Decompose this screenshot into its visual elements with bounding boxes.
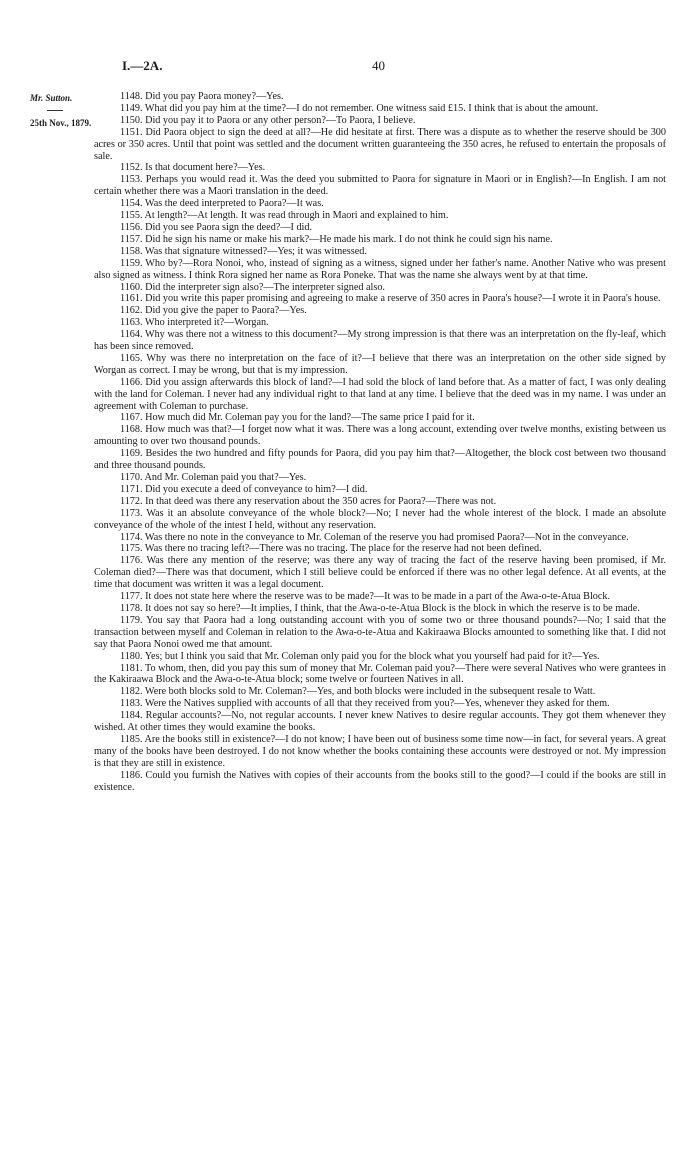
margin-rule: [47, 110, 63, 111]
testimony-paragraph: 1181. To whom, then, did you pay this sum of money that Mr. Coleman paid you?—There were several Natives who were grantees in the Kakiraawa Block and the Awa-o-te-Atua block; some twelve or fourteen Natives in all.: [94, 662, 666, 686]
testimony-paragraph: 1185. Are the books still in existence?—I do not know; I have been out of business some time now—in fact, for several years. A great many of the books have been destroyed. I do not know whether the books containing these accounts were destroyed or not. My impression is that they are still in existence.: [94, 733, 666, 769]
testimony-paragraph: 1150. Did you pay it to Paora or any other person?—To Paora, I believe.: [120, 114, 416, 126]
margin-date: 25th Nov., 1879.: [30, 118, 92, 128]
testimony-paragraph: 1157. Did he sign his name or make his mark?—He made his mark. I do not think he could sign his name.: [120, 233, 553, 245]
testimony-paragraph: 1161. Did you write this paper promising and agreeing to make a reserve of 350 acres in Paora's house?—I wrote it in Paora's house.: [120, 293, 661, 305]
testimony-paragraph: 1156. Did you see Paora sign the deed?—I did.: [120, 221, 313, 233]
testimony-paragraph: 1175. Was there no tracing left?—There was no tracing. The place for the reserve had not been defined.: [120, 543, 542, 555]
testimony-paragraph: 1152. Is that document here?—Yes.: [120, 162, 266, 174]
testimony-paragraph: 1159. Who by?—Rora Nonoi, who, instead of signing as a witness, signed under her father's name. Another Native who was present also signed as witness. I think Rora signed her name as Rora Poneke. That was the name she always went by at that time.: [94, 257, 666, 281]
testimony-paragraph: 1172. In that deed was there any reservation about the 350 acres for Paora?—There was not.: [120, 495, 497, 507]
testimony-paragraph: 1171. Did you execute a deed of conveyance to him?—I did.: [120, 483, 368, 495]
testimony-paragraph: 1162. Did you give the paper to Paora?—Yes.: [120, 305, 307, 317]
testimony-paragraph: 1148. Did you pay Paora money?—Yes.: [120, 91, 284, 102]
testimony-paragraph: 1177. It does not state here where the reserve was to be made?—It was to be made in a part of the Awa-o-te-Atua Block.: [120, 591, 611, 603]
testimony-paragraph: 1155. At length?—At length. It was read through in Maori and explained to him.: [120, 210, 449, 222]
testimony-paragraph: 1151. Did Paora object to sign the deed at all?—He did hesitate at first. There was a dispute as to whether the reserve should be 300 acres or 350 acres. Until that point was settled and the document written guaranteeing the 350 acres, he refused to entertain the proposals of sale.: [94, 126, 666, 162]
testimony-paragraph: 1164. Why was there not a witness to this document?—My strong impression is that there was an interpretation on the fly-leaf, which has been since removed.: [94, 329, 666, 353]
testimony-paragraph: 1158. Was that signature witnessed?—Yes; it was witnessed.: [120, 245, 367, 257]
margin-witness-name: Mr. Sutton.: [30, 93, 73, 103]
document-series: I.—2A.: [122, 58, 163, 73]
testimony-paragraph: 1154. Was the deed interpreted to Paora?—It was.: [120, 198, 324, 210]
testimony-paragraph: 1174. Was there no note in the conveyance to Mr. Coleman of the reserve you had promised Paora?—Not in the conveyance.: [120, 531, 629, 543]
testimony-paragraph: 1160. Did the interpreter sign also?—The interpreter signed also.: [120, 281, 385, 293]
testimony-paragraph: 1180. Yes; but I think you said that Mr. Coleman only paid you for the block what you yourself had paid for it?—Yes.: [120, 650, 600, 662]
testimony-paragraph: 1182. Were both blocks sold to Mr. Coleman?—Yes, and both blocks were included in the subsequent resale to Watt.: [120, 686, 596, 698]
testimony-body: [94, 91, 666, 793]
page-number: 40: [372, 58, 385, 73]
testimony-paragraph: 1173. Was it an absolute conveyance of the whole block?—No; I never had the whole interest of the block. I made an absolute conveyance of the whole of the intest I held, without any reservation.: [94, 507, 666, 531]
testimony-paragraph: 1186. Could you furnish the Natives with copies of their accounts from the books still to the good?—I could if the books are still in existence.: [94, 769, 666, 793]
testimony-paragraph: 1166. Did you assign afterwards this block of land?—I had sold the block of land before that. As a matter of fact, I was only dealing with the land for Coleman. I never had any individual right to that land at any time. I believe that the deed was in my name. I was under an agreement with Coleman to purchase.: [94, 376, 666, 412]
testimony-paragraph: 1179. You say that Paora had a long outstanding account with you of some two or three thousand pounds?—No; I said that the transaction between myself and Coleman in relation to the Awa-o-te-Atua and Kakiraawa Blocks amounted to something like that. I did not say that Paora Nonoi owed me that amount.: [94, 614, 666, 650]
testimony-paragraph: 1153. Perhaps you would read it. Was the deed you submitted to Paora for signature in Maori or in English?—In English. I am not certain whether there was a Maori translation in the deed.: [94, 174, 666, 198]
testimony-paragraph: 1167. How much did Mr. Coleman pay you for the land?—The same price I paid for it.: [120, 412, 475, 424]
testimony-paragraph: 1176. Was there any mention of the reserve; was there any way of tracing the fact of the reserve having been promised, if Mr. Coleman died?—There was that document, which I still believe could be enforced if there was no other legal defence. At all events, at the time that document was written it was a legal document.: [94, 555, 666, 591]
testimony-paragraph: 1178. It does not say so here?—It implies, I think, that the Awa-o-te-Atua Block is the block in which the reserve is to be made.: [120, 602, 640, 614]
testimony-paragraph: 1183. Were the Natives supplied with accounts of all that they received from you?—Yes, whenever they asked for them.: [120, 698, 610, 710]
testimony-paragraph: 1184. Regular accounts?—No, not regular accounts. I never knew Natives to desire regular accounts. They got them whenever they wished. At other times they would examine the books.: [94, 710, 666, 734]
testimony-paragraph: 1170. And Mr. Coleman paid you that?—Yes.: [120, 472, 307, 483]
testimony-paragraph: 1168. How much was that?—I forget now what it was. There was a long account, extending over twelve months, existing between us amounting to over two thousand pounds.: [94, 424, 666, 448]
testimony-paragraph: 1165. Why was there no interpretation on the face of it?—I believe that there was an interpretation on the other side signed by Worgan as correct. I may be wrong, but that is my impression.: [94, 352, 666, 376]
page-header: [0, 58, 700, 76]
testimony-paragraph: 1149. What did you pay him at the time?—I do not remember. One witness said £15. I think that is about the amount.: [120, 102, 599, 114]
testimony-paragraph: 1169. Besides the two hundred and fifty pounds for Paora, did you pay him that?—Altogether, the block cost between two thousand and three thousand pounds.: [94, 448, 666, 472]
testimony-paragraph: 1163. Who interpreted it?—Worgan.: [120, 317, 269, 329]
